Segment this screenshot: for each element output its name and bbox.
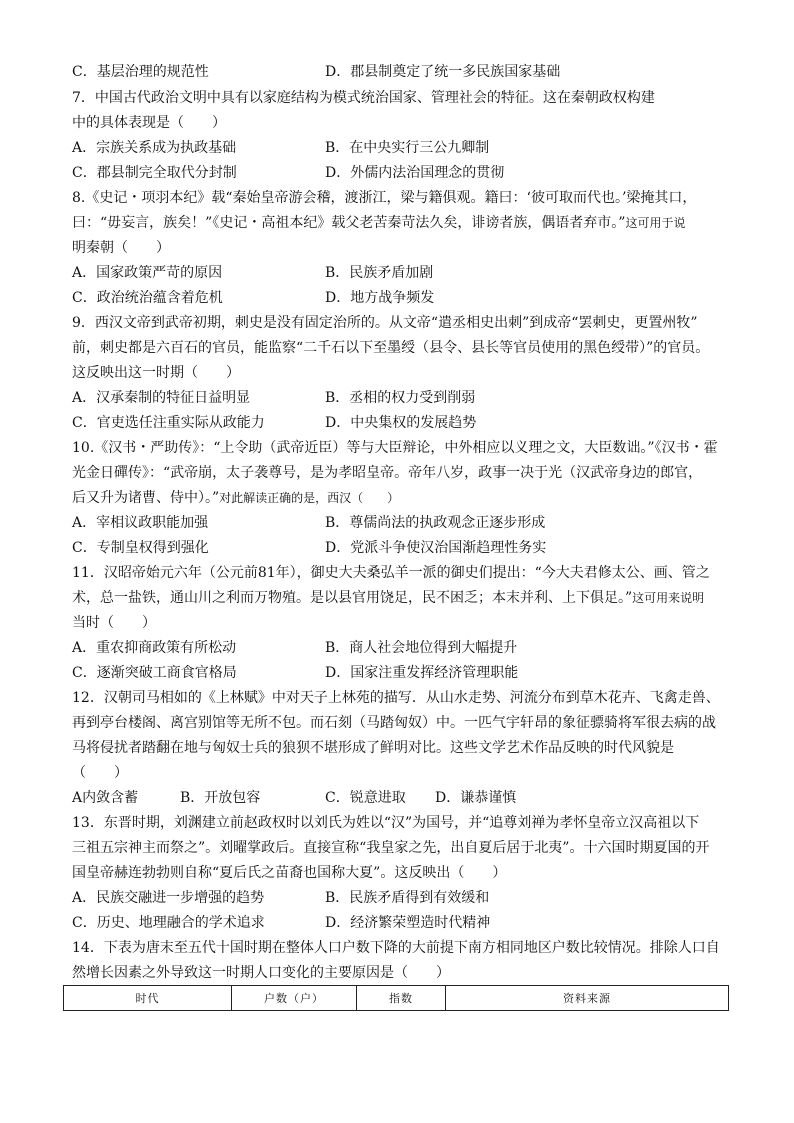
q6-option-d[interactable]: D．郡县制奠定了统一多民族国家基础: [325, 64, 561, 80]
table-header-row: [64, 986, 729, 1011]
q13-stem-line2: 三祖五宗神主而祭之”。刘曜掌政后。直接宣称“我皇家之先，出自夏后居于北夷”。十六国时期夏国的开: [72, 840, 710, 856]
q6-option-c[interactable]: C．基层治理的规范性: [72, 64, 209, 80]
q9-option-c[interactable]: C．官吏选任注重实际从政能力: [72, 415, 265, 431]
table-header-source: 资料来源: [446, 986, 729, 1011]
q9-stem-line3: 这反映出这一时期（ ）: [72, 365, 240, 381]
q10-option-d[interactable]: D．党派斗争使汉治国渐趋理性务实: [325, 540, 547, 556]
q14-stem-line1: 14．下表为唐末至五代十国时期在整体人口户数下降的大前提下南方相同地区户数比较情况。排除人口自: [72, 940, 720, 956]
q13-stem-line1: 13．东晋时期，刘渊建立前赵政权时以刘氏为姓以“汉”为国号，并“追尊刘禅为孝怀皇帝立汉高祖以下: [72, 815, 700, 831]
q7-option-d[interactable]: D．外儒内法治国理念的贯彻: [325, 165, 505, 181]
q9-stem-line1: 9．西汉文帝到武帝初期，刺史是没有固定治所的。从文帝“遣丞相史出刺”到成帝“罢刺史，更置州牧”: [72, 315, 698, 331]
q12-stem-line4: （ ）: [72, 765, 128, 781]
q9-option-b[interactable]: B．丞相的权力受到削弱: [325, 390, 476, 406]
q13-option-c[interactable]: C．历史、地理融合的学术追求: [72, 915, 265, 931]
q10-stem-line3: [72, 488, 732, 508]
q11-stem-line3: 当时（ ）: [72, 615, 156, 631]
q8-option-b[interactable]: B．民族矛盾加剧: [325, 265, 434, 281]
table-header-households: 户数（户）: [232, 986, 357, 1011]
q8-option-a[interactable]: A．国家政策严苛的原因: [72, 265, 223, 281]
q12-option-d[interactable]: D．谦恭谨慎: [435, 790, 517, 806]
q8-stem-line3: 明秦朝（ ）: [72, 240, 170, 256]
q7-option-b[interactable]: B．在中央实行三公九卿制: [325, 140, 490, 156]
q8-stem-line2-main: 曰：“毋妄言，族矣！”《史记・高祖本纪》载父老苦秦苛法久矣，诽谤者族，偶语者弃市。”: [72, 215, 626, 231]
q11-option-c[interactable]: C．逐渐突破工商食官格局: [72, 665, 237, 681]
population-table: [63, 985, 729, 1011]
q11-stem-line2: [72, 588, 732, 608]
q14-stem-line2: 然增长因素之外导致这一时期人口变化的主要原因是（ ）: [72, 965, 450, 981]
q12-stem-line1: 12．汉朝司马相如的《上林赋》中对天子上林苑的描写．从山水走势、河流分布到草木花卉、飞禽走兽、: [72, 690, 720, 706]
q11-stem-line2-main: 术，总一盐铁，通山川之利而万物殖。是以县官用饶足，民不困乏；本末并利、上下俱足。”: [72, 590, 633, 606]
q10-stem-line2: 光金日磾传》：“武帝崩，太子袭尊号，是为孝昭皇帝。帝年八岁，政事一决于光（汉武帝身边的郎官，: [72, 465, 703, 481]
q9-stem-line2: 前，刺史都是六百石的官员，能监察“二千石以下至墨绶（县令、县长等官员使用的黑色绶带）”的官员。: [72, 340, 710, 356]
q13-stem-line3: 国皇帝赫连勃勃则自称“夏后氏之苗裔也国称大夏”。这反映出（ ）: [72, 865, 507, 881]
q13-option-a[interactable]: A．民族交融进一步增强的趋势: [72, 890, 265, 906]
q11-stem-line1: 11．汉昭帝始元六年（公元前81年），御史大夫桑弘羊一派的御史们提出：“今大夫君修太公、画、管之: [72, 565, 710, 581]
q8-option-c[interactable]: C．政治统治蕴含着危机: [72, 290, 223, 306]
q11-option-d[interactable]: D．国家注重发挥经济管理职能: [325, 665, 519, 681]
q12-stem-line3: 马将侵扰者踏翻在地与匈奴士兵的狼狈不堪形成了鲜明对比。这些文学艺术作品反映的时代风貌是: [72, 740, 674, 756]
q12-stem-line2: 再到亭台楼阁、离宫别馆等无所不包。而石刻（马踏匈奴）中。一匹气宇轩昂的象征骠骑将军很去病的战: [72, 715, 716, 731]
q8-stem-line1: 8.《史记・项羽本纪》载“秦始皇帝游会稽，渡浙江，梁与籍俱观。籍曰：‘彼可取而代也。’梁掩其口，: [72, 190, 697, 206]
q7-option-c[interactable]: C．郡县制完全取代分封制: [72, 165, 237, 181]
q10-option-b[interactable]: B．尊儒尚法的执政观念正逐步形成: [325, 515, 546, 531]
q11-stem-line2-tail: 这可用来说明: [632, 591, 705, 605]
q13-option-d[interactable]: D．经济繁荣塑造时代精神: [325, 915, 491, 931]
q7-stem-line2: 中的具体表现是（ ）: [72, 115, 226, 131]
q7-stem-line1: 7．中国古代政治文明中具有以家庭结构为模式统治国家、管理社会的特征。这在秦朝政权构建: [72, 90, 655, 106]
q9-option-a[interactable]: A．汉承秦制的特征日益明显: [72, 390, 251, 406]
q9-option-d[interactable]: D．中央集权的发展趋势: [325, 415, 477, 431]
q8-stem-line2: [72, 213, 732, 233]
q10-option-a[interactable]: A．宰相议政职能加强: [72, 515, 209, 531]
q11-option-a[interactable]: A．重农抑商政策有所松动: [72, 640, 237, 656]
q10-stem-line3-main: 后又升为诸曹、侍中）。”: [72, 490, 220, 506]
q12-option-a[interactable]: A内敛含蓄: [72, 790, 139, 806]
table-header-index: 指数: [357, 986, 446, 1011]
q12-option-b[interactable]: B．开放包容: [180, 790, 261, 806]
q7-option-a[interactable]: A．宗族关系成为执政基础: [72, 140, 237, 156]
q10-option-c[interactable]: C．专制皇权得到强化: [72, 540, 209, 556]
q8-stem-line2-tail: 这可用于说: [625, 216, 686, 230]
q10-stem-line3-tail: 对此解读正确的是，西汉（ ）: [219, 491, 400, 505]
q8-option-d[interactable]: D．地方战争频发: [325, 290, 435, 306]
q11-option-b[interactable]: B．商人社会地位得到大幅提升: [325, 640, 518, 656]
q13-option-b[interactable]: B．民族矛盾得到有效缓和: [325, 890, 490, 906]
q12-option-c[interactable]: C．锐意进取: [325, 790, 406, 806]
q10-stem-line1: 10.《汉书・严助传》：“上令助（武帝近臣）等与大臣辩论，中外相应以义理之文，大臣数诎。”《汉书・霍: [72, 440, 718, 456]
table-header-era: 时代: [64, 986, 232, 1011]
